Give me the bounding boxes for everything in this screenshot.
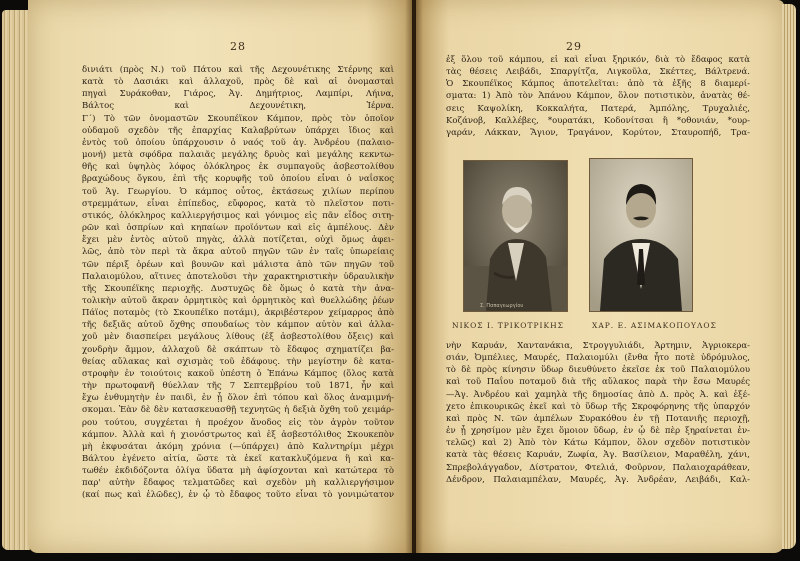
text-line: μονή) μετὰ σφόδρα παλαιᾶς μεγάλης δρυὸς καὶ μεγάλης κεκντω- <box>82 150 394 161</box>
text-line: Κοζάνοβ, Καλλέβες, *ουρατάκι, Κοδονίτσαι ἢ *οθονιάν, *ουρ- <box>446 115 750 126</box>
portrait-photo-right <box>589 158 693 312</box>
portrait-caption-right: ΧΑΡ. Ε. ΑΣΙΜΑΚΟΠΟΥΛΟΣ <box>592 321 717 330</box>
text-line: ἐντὸς τοῦ ὁποίου ὑπάρχουσιν ὁ ναός τοῦ ἁγ. Ἀνδρέου (παλαιο- <box>82 137 394 148</box>
right-page <box>416 0 784 553</box>
text-line: Ὁ Σκουπέϊκος Κάμπος ἀποτελεῖται: ἀπὸ τὰ ἑξῆς 8 διαμερί- <box>446 79 750 90</box>
portrait-caption-left: ΝΙΚΟΣ Ι. ΤΡΙΚΟΤΡΙΚΗΣ <box>452 321 564 330</box>
text-line: πηγαὶ Συράκοθαν, Γιάρος, Ἀγ. Δημήτριος, Λαμπίρι, Λήινα, <box>82 89 394 100</box>
portrait-young-man-image <box>590 159 692 311</box>
text-line: ρου τούτου, συγχέεται ἡ προέχον ἄνοδος εἰς τὸν ἀγρὸν τοῦτον <box>82 417 394 428</box>
text-line: θείας αὔλακας καὶ σχισμὰς τοῦ ἐδάφους. τὴν μεγίστην δὲ κατα- <box>82 356 394 367</box>
right-page-body-bottom <box>446 340 750 486</box>
portrait-photo-left <box>463 160 568 312</box>
text-line: νὴν Καρυάν, Χαντανάκια, Στρογγυλιάδι, Ἀρτημιν, Ἀγριοκερα- <box>446 341 750 351</box>
text-line: Βάλτος καὶ Δεχουνέτικη, Ἱέρνα. <box>82 101 394 112</box>
book-gutter <box>405 0 423 553</box>
right-page-stack-edge <box>782 4 796 549</box>
text-line: ρῶν καὶ ὀσπρίων καὶ κηπαίων προϊόντων καὶ εἰς ἀμπέλους. Δὲν <box>82 223 394 234</box>
right-page-number: 29 <box>566 40 582 53</box>
text-line: δινιάτι (πρὸς Ν.) τοῦ Πάτου καὶ τῆς Δεχουνέτικης Στέρνης καὶ <box>82 65 394 75</box>
text-line: Γ΄) Τὸ τῶν ὀνομαστῶν Σκουπέϊκον Κάμπον, πρὸς τὸν ὁποῖον <box>82 113 394 124</box>
text-line: κάμπον. Ἀλλὰ καὶ ἡ χιονόστρωτος καὶ ἐξ ἀσβεστόλιθος Σκουκεπὸν <box>82 429 394 440</box>
text-line: κατὰ τὰς θέσεις Καρυάν, Ζωφία, Ἀγ. Βασίλειον, Μαραθέλη, χάνι, <box>446 450 750 461</box>
photographer-signature: Σ. Παπαγεωργίου <box>480 303 524 309</box>
text-line: Παλαιομύλου, αἵτινες ἀποτελοῦσι τὴν χαρακτηριστικὴν ὑδραυλικὴν <box>82 271 394 282</box>
text-line: σιάν, Ὀμπέλιες, Μαυρές, Παλαιομύλι (ἔνθα ἦτο ποτὲ ὑδρόμυλος, <box>446 353 750 364</box>
text-line: μὴ ἐκφυσάται ἀκόμη χρόνια (—ύπάρχει) ἀπὸ Καλντηρίμι μέχρι <box>82 441 394 452</box>
text-line: καὶ τοῦ Παΐου ποταμοῦ διὰ τῆς αὔλακος παρὰ τὴν ἔσω Μαυρές <box>446 377 750 388</box>
text-line: λῶς, ἀπὸ τὸν περὶ τὰ ἄκρα αὐτοῦ πηγῶν τῶν ἐν ταῖς ὑπωρείαις <box>82 247 394 258</box>
text-line: τελῶς) καὶ 2) Ἀπὸ τὸν Κάτω Κάμπον, ὅλον σχεδὸν ποτιστικὸν <box>446 438 750 449</box>
text-line: παρ' αὐτὴν ἔδαφος τελματῶδες καὶ σχεδὸν μὴ καλλιεργήσιμον <box>82 478 394 489</box>
text-line: σεις Καψολίκη, Κοκκαλήτα, Πατερά, Ἀμπόλης, Τρυχαλιές, <box>446 103 750 114</box>
text-line: ἐν ᾗ χρησίμον μὲν ἔχει ὅμοιον ὕδωρ, ἐν ᾧ δὲ πὲρ ξηραίνεται ἐν- <box>446 426 750 437</box>
text-line: Βάλτου ἐγένετο αἰτία, ὥστε τὰ ἐκεῖ κατακλυζόμενα ἢ καὶ κα- <box>82 454 394 464</box>
text-line: τὴν πρωτοφανῆ θύελλαν τῆς 7 Σεπτεμβρίου τοῦ 1871, ἦν καὶ <box>82 381 394 392</box>
text-line: βραχώδους ὄγκου, ἐπὶ τῆς κορυφῆς τοῦ ὁποίου εἶναι ὁ ναΐσκος <box>82 174 394 185</box>
text-line: ἐξ ὅλου τοῦ κάμπου, εἰ καὶ εἶναι ξηρικόν, διὰ τὸ ἔδαφος κατὰ <box>446 55 750 65</box>
text-line: χονδρὴν ἄμμον, ἀλλαχοῦ δὲ σκάπτων τὸ ἔδαφος σχηματίζει βα- <box>82 344 394 355</box>
text-line: τωθέν ἐκδιδόζοντα ὀλίγα ὕδατα μὴ ἀφίσχονται καὶ κατώτερα τὸ <box>82 466 394 477</box>
text-line: στροφὴν ἐν τοιούτοις κακοῦ ὑπέστη ὁ Ἐπάνω Κάμπος (ὅλος κατὰ <box>82 368 394 379</box>
text-line: σματα: 1) Ἀπὸ τὸν Ἀπάνου Κάμπον, ὅλον ποτιστικὸν, ἀνατὰς θέ- <box>446 91 750 102</box>
text-line: Πάϊος ποταμὸς (τὸ Σκουπέϊκο ποτάμι), ἀκριβέστερον χείμαρρος ἀπὸ <box>82 308 394 319</box>
text-line: τολικὴν αὐτοῦ ἄκραν ὁρμητικὸς καὶ ὁρμητικὸς καὶ θυελλώδης ῥέων <box>82 295 394 306</box>
text-line: στικός, ὁλόκληρος καλλιεργήσιμος καὶ γόνιμος εἰς πᾶν εἶδος σιτη- <box>82 210 394 221</box>
text-line: τῆς Σκουπέϊκης περιοχῆς. Δυστυχῶς δὲ ὅμως ὁ κατὰ τὴν ἀνα- <box>82 283 394 294</box>
text-line: τῆς δεξιᾶς αὐτοῦ ὄχθης σπουδαίως τὸν κάμπον αὐτὸν καὶ ἀλλα- <box>82 320 394 331</box>
text-line: ἔχω ἐνθυμητὴν ἐν παιδὶ, ἐν ᾗ ὅλον ἐπὶ τόπου καὶ ὅλος ἀναμιμνή- <box>82 393 394 404</box>
text-line: καὶ πρὸς Ν. τῶν ἀμπέλων Συρακόθου ἐν τῇ Ποτανιῆς περιοχῇ, <box>446 413 750 424</box>
text-line: χετο ἐπικουρικῶς ἐκεῖ καὶ τὸ ὕδωρ τῆς Σκροφόρηνης τῆς ὑπαρχόν <box>446 401 750 412</box>
text-line: (καί πως καὶ ἐλῶδες), ἐν ᾧ τὸ ἔδαφος τοῦτο εἶναι τὸ γονιμώτατον <box>82 490 394 501</box>
text-line: γαράν, Λάκκαν, Ἅγιον, Τραγάνον, Κορύτον, Σταυροπήδ, Τρα- <box>446 127 750 138</box>
text-line: θῆς καὶ ὑψηλὸς λόφος ὁλόκληρος ἐκ συμπαγοῦς ἀσβεστολίθου <box>82 162 394 173</box>
text-line: στρεμμάτων, εἶναι ἐπίπεδος, εὔφορος, κατὰ τὸ πλεῖστον ποτι- <box>82 198 394 209</box>
text-line: Σπρεβολάγγαδον, Δίστρατον, Φτελιά, Φοῦρνον, Παλαιοχαράθεαν, <box>446 462 750 473</box>
text-line: οὐδαμοῦ σχεδὸν τῆς ἐπαρχίας Καλαβρύτων ὑπάρχει ἴδιος καὶ <box>82 125 394 136</box>
left-page-number: 28 <box>230 40 246 53</box>
portrait-old-man-image <box>464 161 567 311</box>
text-line: κατὰ τὸ Δασιάκι καὶ ἀλλαχοῦ, πρὸς δὲ καὶ αἱ ὀνομασταὶ <box>82 77 394 88</box>
text-line: τὸ δὲ πρὸς κίνησιν ὕδωρ διευθύνετο ἐκεῖσε ἐκ τοῦ Παλαιομύλου <box>446 365 750 376</box>
text-line: τῶν πέριξ ὀρέων καὶ βουνῶν καὶ μάλιστα ἀπὸ τῶν πηγῶν τοῦ <box>82 259 394 270</box>
text-line: ἔχει μὲν ἐντὸς αὐτοῦ πηγὰς, ἀλλὰ ποτίζεται, οὐχὶ ὅμως ἀφει- <box>82 235 394 246</box>
left-page-stack-edge <box>2 10 30 550</box>
text-line: Δένδρον, Παλαιαμπέλαν, Μαυρές, Ἀγ. Ἀνδρέαν, Λειβάδι, Καλ- <box>446 474 750 485</box>
text-line: —Ἀγ. Ἀνδρέου καὶ χαμηλὰ τῆς δημοσίας ἀπὸ Δ. πρὸς Ἀ. καὶ ἐξέ- <box>446 389 750 400</box>
text-line: χοῦ μὲν διασπείρει μεγάλους λίθους (ἐξ ἀσβεστολίθου ὄξεις) καὶ <box>82 332 394 343</box>
left-page <box>28 0 412 553</box>
text-line: τὰς θέσεις Λειβάδι, Σπαργίτζα, Λιγκοῦλα, Σκέττες, Βάλτρενά. <box>446 67 750 78</box>
text-line: σκομαι. Ἐὰν δὲ δὲν κατασκευασθῇ τεχνητῶς ἡ δεξιὰ ὄχθη τοῦ χειμάρ- <box>82 405 394 416</box>
right-page-body-top <box>446 54 750 139</box>
left-page-body <box>82 64 394 502</box>
text-line: τοῦ Ἁγ. Γεωργίου. Ὁ κάμπος οὗτος, ἐκτάσεως χιλίων περίπου <box>82 186 394 197</box>
